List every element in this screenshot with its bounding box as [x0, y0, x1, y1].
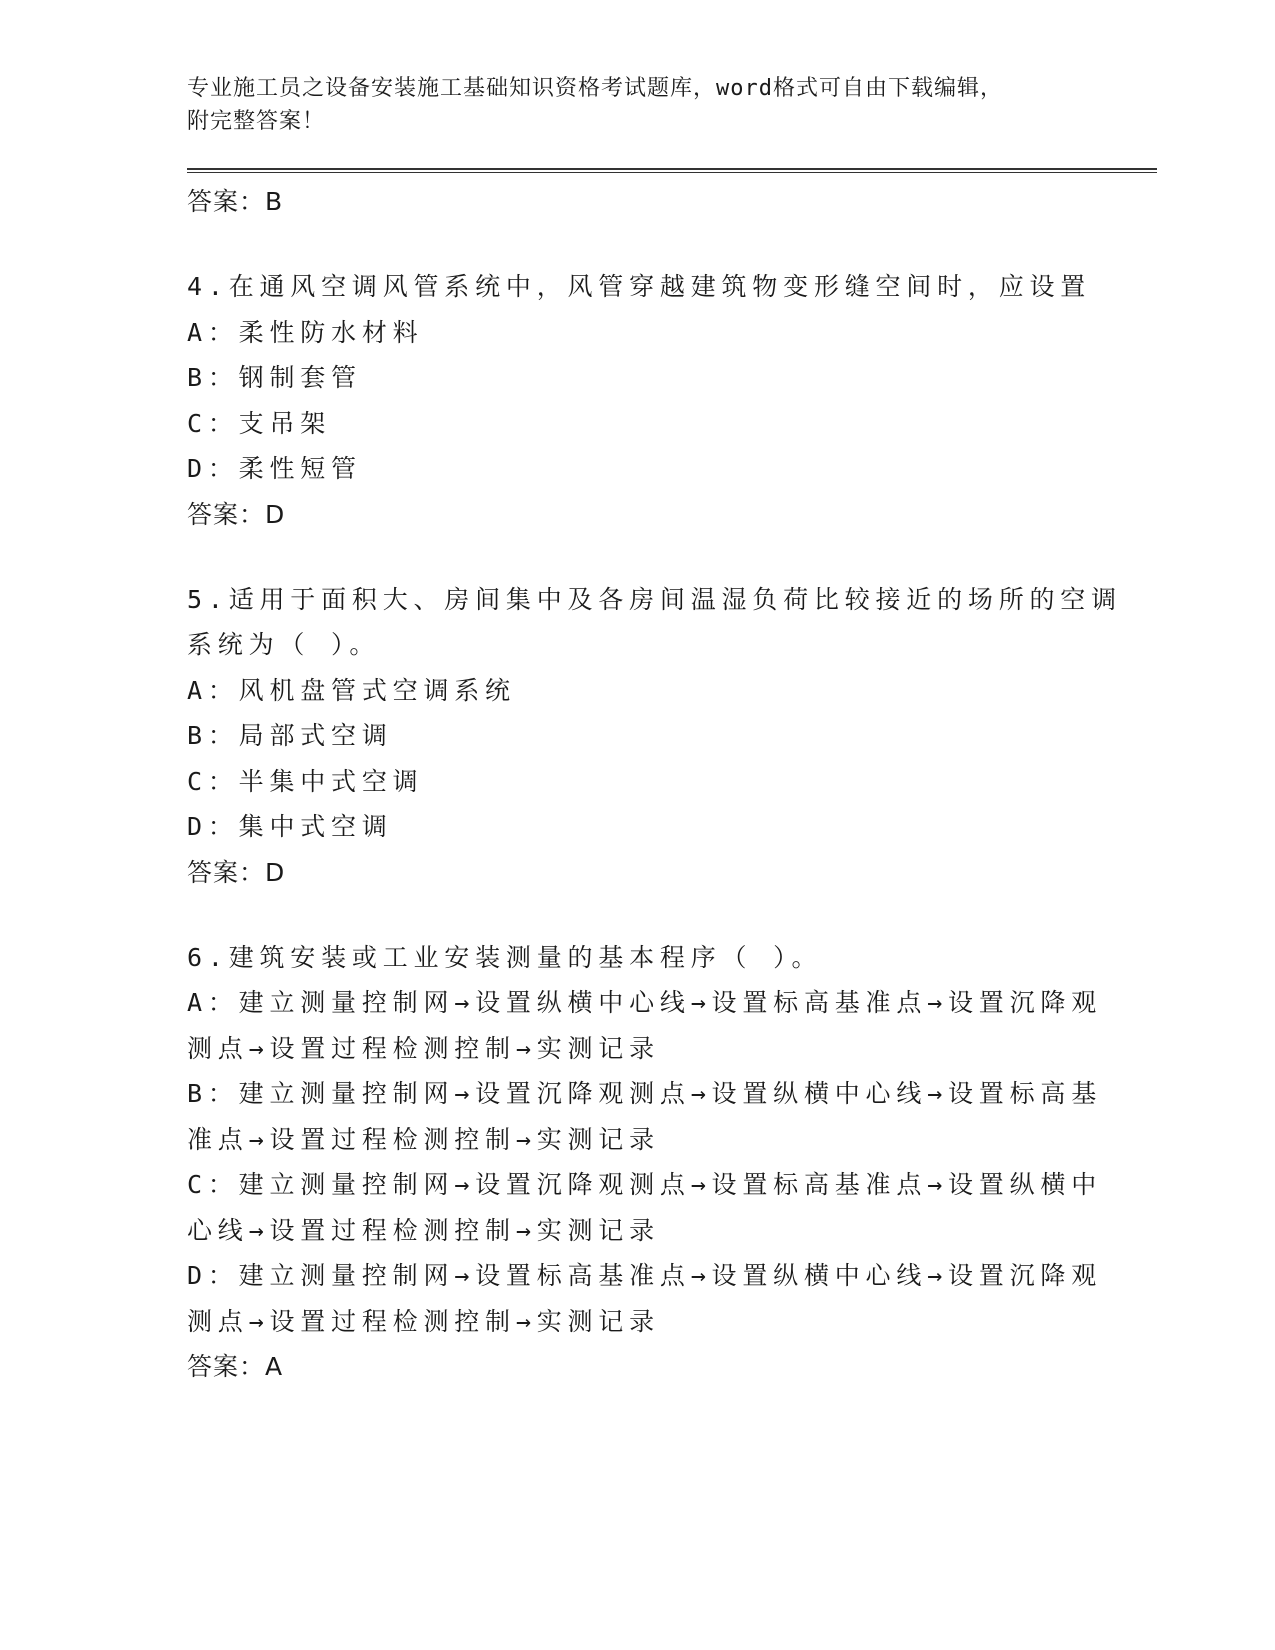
option-b: B：局部式空调: [187, 721, 393, 750]
header-line-1: 专业施工员之设备安装施工基础知识资格考试题库，word格式可自由下载编辑，: [187, 76, 1003, 101]
option-c: C：建立测量控制网→设置沉降观测点→设置标高基准点→设置纵横中: [187, 1170, 1103, 1199]
option-b-continued: 准点→设置过程检测控制→实测记录: [187, 1124, 660, 1154]
option-a-continued: 测点→设置过程检测控制→实测记录: [187, 1033, 660, 1063]
header-divider: [187, 168, 1157, 173]
answer-line: 答案：D: [187, 857, 286, 887]
question-text: 5.适用于面积大、房间集中及各房间温湿负荷比较接近的场所的空调: [187, 584, 1122, 614]
header-line-2: 附完整答案！: [187, 109, 326, 134]
document-header: [187, 72, 1157, 138]
option-d: D：集中式空调: [187, 812, 393, 841]
question-text: 4.在通风空调风管系统中，风管穿越建筑物变形缝空间时，应设置: [187, 272, 1092, 301]
document-page: [187, 72, 1157, 1389]
option-c: C：半集中式空调: [187, 766, 424, 796]
question-block: [187, 264, 1157, 537]
option-d: D：柔性短管: [187, 454, 362, 483]
question-block: [187, 577, 1157, 895]
answer-line: 答案：D: [187, 499, 286, 529]
option-a: A：柔性防水材料: [187, 317, 424, 347]
option-b: B：建立测量控制网→设置沉降观测点→设置纵横中心线→设置标高基: [187, 1079, 1103, 1108]
question-block: [187, 935, 1157, 1390]
answer-line: 答案：B: [187, 187, 284, 216]
answer-line: 答案：A: [187, 1352, 284, 1381]
option-d-continued: 测点→设置过程检测控制→实测记录: [187, 1306, 660, 1336]
option-a: A：风机盘管式空调系统: [187, 675, 516, 705]
option-b: B：钢制套管: [187, 363, 362, 392]
option-a: A：建立测量控制网→设置纵横中心线→设置标高基准点→设置沉降观: [187, 988, 1103, 1017]
option-c-continued: 心线→设置过程检测控制→实测记录: [187, 1215, 660, 1245]
option-d: D：建立测量控制网→设置标高基准点→设置纵横中心线→设置沉降观: [187, 1261, 1103, 1290]
option-c: C：支吊架: [187, 408, 332, 438]
question-text: 6.建筑安装或工业安装测量的基本程序（ ）。: [187, 942, 823, 972]
question-text-continued: 系统为（ ）。: [187, 630, 381, 659]
